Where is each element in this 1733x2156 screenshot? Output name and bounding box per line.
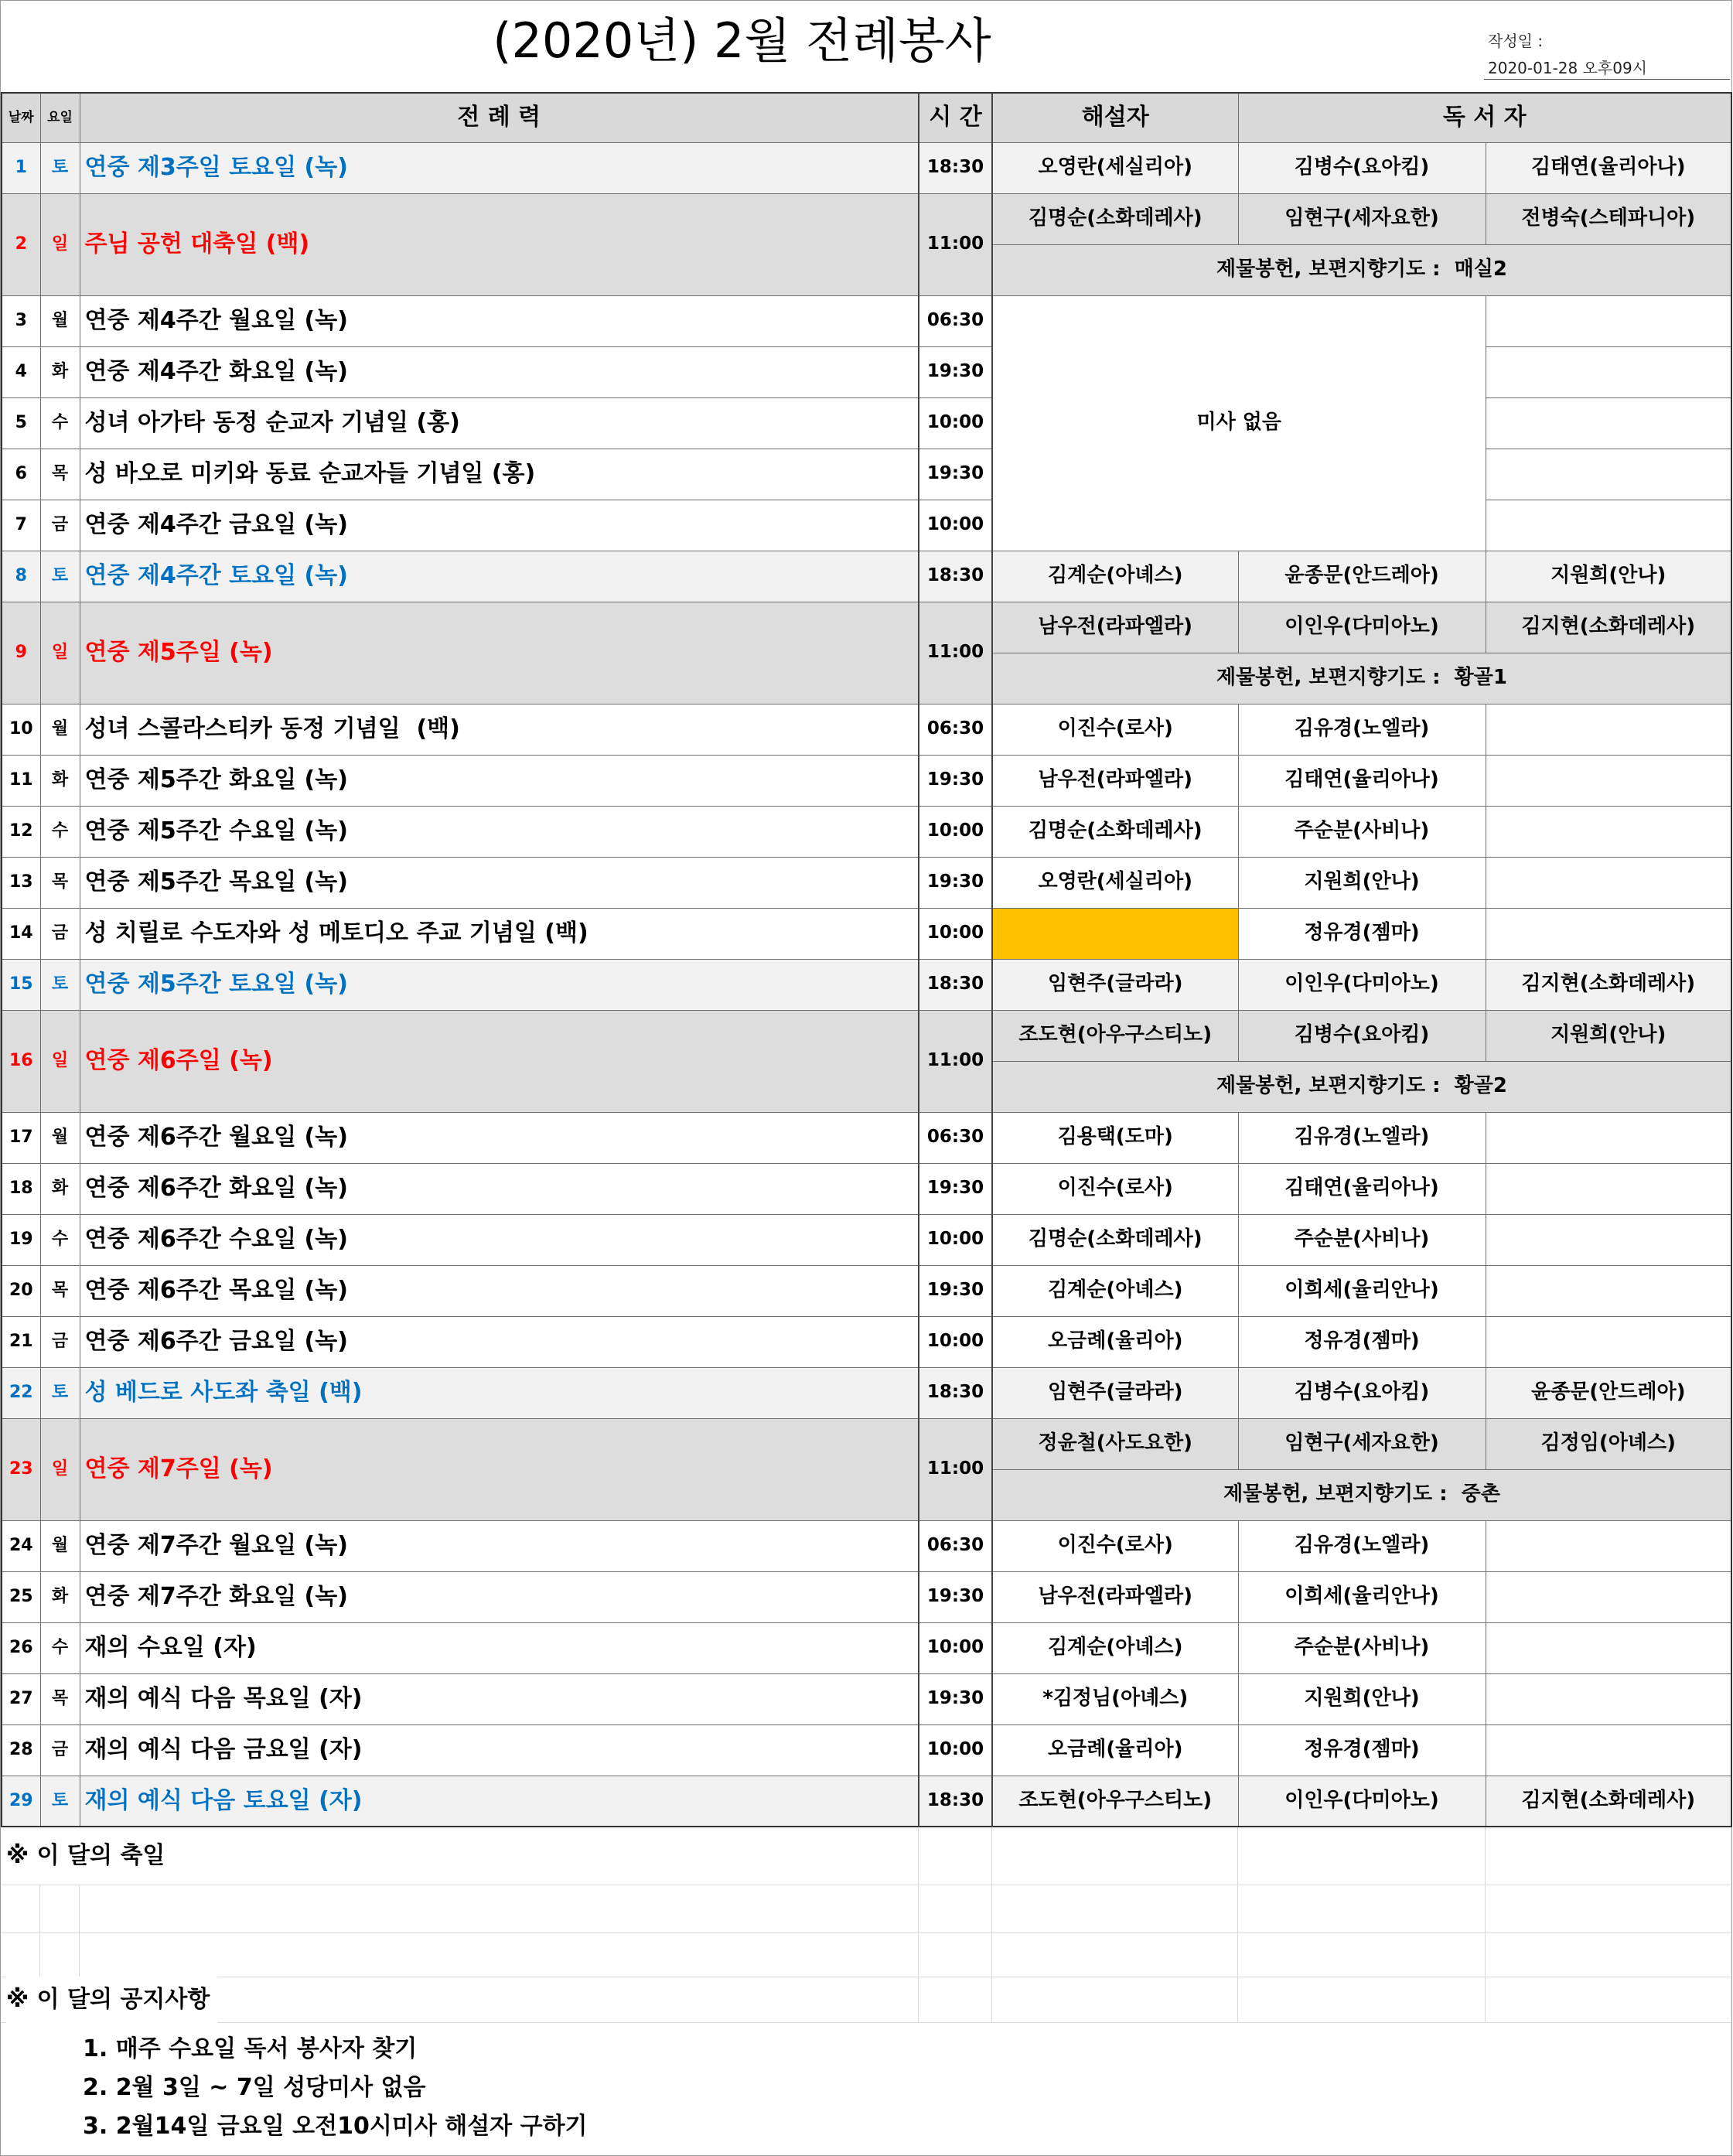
- commentator-cell: 이진수(로사): [992, 1163, 1238, 1214]
- liturgy-cell: 성 베드로 사도좌 축일 (백): [80, 1367, 919, 1418]
- date-cell: 16: [2, 1010, 40, 1112]
- liturgy-cell: 연중 제5주간 목요일 (녹): [80, 857, 919, 908]
- reader-cell: [1486, 397, 1731, 449]
- reader-cell: 김정임(아녜스): [1486, 1418, 1731, 1469]
- header-readers: 독 서 자: [1238, 93, 1731, 142]
- liturgy-cell: 연중 제5주간 화요일 (녹): [80, 755, 919, 806]
- weekday-cell: 월: [40, 1112, 80, 1163]
- header-day: 요일: [40, 93, 80, 142]
- schedule-row: [2, 806, 1731, 857]
- date-cell: 14: [2, 908, 40, 959]
- date-cell: 17: [2, 1112, 40, 1163]
- reader-cell: [1486, 500, 1731, 551]
- weekday-cell: 금: [40, 908, 80, 959]
- weekday-cell: 월: [40, 1520, 80, 1571]
- commentator-cell: 김명순(소화데레사): [992, 806, 1238, 857]
- schedule-row: [2, 704, 1731, 755]
- liturgy-cell: 재의 수요일 (자): [80, 1622, 919, 1673]
- time-cell: 06:30: [919, 704, 992, 755]
- reader-cell: 김유경(노엘라): [1238, 1520, 1486, 1571]
- reader-cell: 김병수(요아킴): [1238, 142, 1486, 193]
- reader-cell: 지원희(안나): [1238, 857, 1486, 908]
- reader-cell: 김유경(노엘라): [1238, 704, 1486, 755]
- schedule-row: [2, 1776, 1731, 1827]
- liturgy-cell: 연중 제6주간 수요일 (녹): [80, 1214, 919, 1265]
- commentator-cell: 오영란(세실리아): [992, 142, 1238, 193]
- date-cell: 7: [2, 500, 40, 551]
- time-cell: 18:30: [919, 959, 992, 1010]
- schedule-row: [2, 1622, 1731, 1673]
- weekday-cell: 금: [40, 1316, 80, 1367]
- time-cell: 18:30: [919, 1776, 992, 1827]
- date-cell: 27: [2, 1673, 40, 1724]
- time-cell: 19:30: [919, 346, 992, 397]
- header-date: 날짜: [2, 93, 40, 142]
- reader-cell: [1486, 1724, 1731, 1776]
- date-cell: 15: [2, 959, 40, 1010]
- notices-heading: ※ 이 달의 공지사항: [6, 1977, 217, 2023]
- date-cell: 21: [2, 1316, 40, 1367]
- date-cell: 10: [2, 704, 40, 755]
- liturgy-cell: 연중 제5주간 수요일 (녹): [80, 806, 919, 857]
- reader-cell: 주순분(사비나): [1238, 806, 1486, 857]
- weekday-cell: 토: [40, 1367, 80, 1418]
- notice-item: 1. 매주 수요일 독서 봉사자 찾기: [83, 2035, 418, 2062]
- date-cell: 3: [2, 295, 40, 346]
- date-cell: 11: [2, 755, 40, 806]
- commentator-cell: 오금례(율리아): [992, 1316, 1238, 1367]
- commentator-cell: 이진수(로사): [992, 1520, 1238, 1571]
- time-cell: 06:30: [919, 1112, 992, 1163]
- schedule-row: [2, 551, 1731, 602]
- schedule-row: [2, 1112, 1731, 1163]
- liturgy-cell: 연중 제3주일 토요일 (녹): [80, 142, 919, 193]
- offertory-cell: 제물봉헌, 보편지향기도 : 매실2: [992, 244, 1731, 295]
- reader-cell: 임현구(세자요한): [1238, 1418, 1486, 1469]
- time-cell: 10:00: [919, 1622, 992, 1673]
- commentator-cell: 정윤철(사도요한): [992, 1418, 1238, 1469]
- time-cell: 19:30: [919, 1571, 992, 1622]
- liturgy-cell: 연중 제6주일 (녹): [80, 1010, 919, 1112]
- date-cell: 26: [2, 1622, 40, 1673]
- schedule-row: [2, 193, 1731, 244]
- reader-cell: [1486, 1316, 1731, 1367]
- schedule-row: [2, 959, 1731, 1010]
- reader-cell: 김태연(율리아나): [1486, 142, 1731, 193]
- date-cell: 28: [2, 1724, 40, 1776]
- reader-cell: [1486, 806, 1731, 857]
- weekday-cell: 토: [40, 959, 80, 1010]
- schedule-row: [2, 755, 1731, 806]
- reader-cell: [1486, 704, 1731, 755]
- weekday-cell: 일: [40, 193, 80, 295]
- date-cell: 4: [2, 346, 40, 397]
- weekday-cell: 목: [40, 1265, 80, 1316]
- liturgy-cell: 연중 제6주간 화요일 (녹): [80, 1163, 919, 1214]
- commentator-cell: 임현주(글라라): [992, 959, 1238, 1010]
- time-cell: 11:00: [919, 1418, 992, 1520]
- weekday-cell: 목: [40, 857, 80, 908]
- reader-cell: 정유경(젬마): [1238, 1316, 1486, 1367]
- schedule-row: [2, 908, 1731, 959]
- commentator-cell: 남우전(라파엘라): [992, 602, 1238, 653]
- reader-cell: 이희세(율리안나): [1238, 1571, 1486, 1622]
- weekday-cell: 수: [40, 1214, 80, 1265]
- time-cell: 11:00: [919, 602, 992, 704]
- date-cell: 20: [2, 1265, 40, 1316]
- reader-cell: 윤종문(안드레아): [1238, 551, 1486, 602]
- reader-cell: 이인우(다미아노): [1238, 602, 1486, 653]
- weekday-cell: 목: [40, 449, 80, 500]
- liturgy-cell: 연중 제7주간 화요일 (녹): [80, 1571, 919, 1622]
- schedule-row: [2, 1163, 1731, 1214]
- time-cell: 10:00: [919, 397, 992, 449]
- weekday-cell: 토: [40, 142, 80, 193]
- liturgy-cell: 연중 제6주간 목요일 (녹): [80, 1265, 919, 1316]
- weekday-cell: 일: [40, 1418, 80, 1520]
- weekday-cell: 월: [40, 704, 80, 755]
- schedule-row: [2, 1724, 1731, 1776]
- date-cell: 1: [2, 142, 40, 193]
- liturgy-cell: 연중 제6주간 월요일 (녹): [80, 1112, 919, 1163]
- time-cell: 10:00: [919, 908, 992, 959]
- weekday-cell: 금: [40, 500, 80, 551]
- schedule-row: [2, 1367, 1731, 1418]
- reader-cell: 김지현(소화데레사): [1486, 1776, 1731, 1827]
- time-cell: 10:00: [919, 500, 992, 551]
- weekday-cell: 화: [40, 1163, 80, 1214]
- reader-cell: 김유경(노엘라): [1238, 1112, 1486, 1163]
- liturgy-cell: 성녀 아가타 동정 순교자 기념일 (홍): [80, 397, 919, 449]
- date-cell: 12: [2, 806, 40, 857]
- reader-cell: 주순분(사비나): [1238, 1622, 1486, 1673]
- weekday-cell: 목: [40, 1673, 80, 1724]
- schedule-row: [2, 1265, 1731, 1316]
- time-cell: 18:30: [919, 1367, 992, 1418]
- commentator-cell: 김계순(아녜스): [992, 1622, 1238, 1673]
- commentator-cell: 김명순(소화데레사): [992, 193, 1238, 244]
- weekday-cell: 월: [40, 295, 80, 346]
- commentator-cell: 김용택(도마): [992, 1112, 1238, 1163]
- time-cell: 19:30: [919, 1265, 992, 1316]
- reader-cell: 이인우(다미아노): [1238, 959, 1486, 1010]
- reader-cell: 김병수(요아킴): [1238, 1010, 1486, 1061]
- commentator-cell: 남우전(라파엘라): [992, 755, 1238, 806]
- schedule-body: [2, 142, 1731, 1827]
- time-cell: 10:00: [919, 806, 992, 857]
- liturgy-cell: 연중 제4주간 금요일 (녹): [80, 500, 919, 551]
- date-cell: 29: [2, 1776, 40, 1827]
- reader-cell: [1486, 908, 1731, 959]
- reader-cell: 이인우(다미아노): [1238, 1776, 1486, 1827]
- reader-cell: 주순분(사비나): [1238, 1214, 1486, 1265]
- reader-cell: [1486, 857, 1731, 908]
- weekday-cell: 토: [40, 1776, 80, 1827]
- weekday-cell: 화: [40, 755, 80, 806]
- commentator-cell: 김명순(소화데레사): [992, 1214, 1238, 1265]
- schedule-row: [2, 1418, 1731, 1469]
- time-cell: 10:00: [919, 1214, 992, 1265]
- created-date-label: 작성일 :: [1488, 32, 1544, 50]
- date-cell: 23: [2, 1418, 40, 1520]
- commentator-cell: 오금례(율리아): [992, 1724, 1238, 1776]
- reader-cell: 김지현(소화데레사): [1486, 959, 1731, 1010]
- liturgy-cell: 연중 제7주일 (녹): [80, 1418, 919, 1520]
- reader-cell: [1486, 1622, 1731, 1673]
- weekday-cell: 토: [40, 551, 80, 602]
- commentator-cell: 남우전(라파엘라): [992, 1571, 1238, 1622]
- reader-cell: [1486, 1673, 1731, 1724]
- date-cell: 18: [2, 1163, 40, 1214]
- schedule-row: [2, 142, 1731, 193]
- reader-cell: 이희세(율리안나): [1238, 1265, 1486, 1316]
- reader-cell: [1486, 346, 1731, 397]
- liturgy-cell: 연중 제4주간 토요일 (녹): [80, 551, 919, 602]
- reader-cell: 김지현(소화데레사): [1486, 602, 1731, 653]
- reader-cell: 정유경(젬마): [1238, 908, 1486, 959]
- page-title: (2020년) 2월 전례봉사: [493, 12, 991, 69]
- liturgy-cell: 성녀 스콜라스티카 동정 기념일 (백): [80, 704, 919, 755]
- weekday-cell: 화: [40, 346, 80, 397]
- date-cell: 6: [2, 449, 40, 500]
- created-date-value: 2020-01-28 오후09시: [1484, 56, 1730, 80]
- time-cell: 11:00: [919, 1010, 992, 1112]
- liturgy-cell: 연중 제6주간 금요일 (녹): [80, 1316, 919, 1367]
- date-cell: 19: [2, 1214, 40, 1265]
- weekday-cell: 수: [40, 1622, 80, 1673]
- time-cell: 19:30: [919, 1673, 992, 1724]
- time-cell: 19:30: [919, 1163, 992, 1214]
- reader-cell: 정유경(젬마): [1238, 1724, 1486, 1776]
- liturgy-cell: 재의 예식 다음 목요일 (자): [80, 1673, 919, 1724]
- commentator-cell: 오영란(세실리아): [992, 857, 1238, 908]
- liturgy-cell: 연중 제4주간 화요일 (녹): [80, 346, 919, 397]
- date-cell: 22: [2, 1367, 40, 1418]
- reader-cell: [1486, 1214, 1731, 1265]
- schedule-row: [2, 857, 1731, 908]
- reader-cell: [1486, 1112, 1731, 1163]
- date-cell: 8: [2, 551, 40, 602]
- liturgy-cell: 연중 제5주일 (녹): [80, 602, 919, 704]
- reader-cell: [1486, 295, 1731, 346]
- schedule-row: [2, 602, 1731, 653]
- time-cell: 11:00: [919, 193, 992, 295]
- schedule-row: [2, 1520, 1731, 1571]
- header-liturgy: 전 례 력: [80, 93, 919, 142]
- liturgy-cell: 연중 제7주간 월요일 (녹): [80, 1520, 919, 1571]
- reader-cell: [1486, 449, 1731, 500]
- no-mass-cell: 미사 없음: [992, 295, 1486, 551]
- time-cell: 19:30: [919, 857, 992, 908]
- commentator-cell: 김계순(아녜스): [992, 551, 1238, 602]
- reader-cell: 윤종문(안드레아): [1486, 1367, 1731, 1418]
- header-commentator: 해설자: [992, 93, 1238, 142]
- commentator-cell: 이진수(로사): [992, 704, 1238, 755]
- reader-cell: [1486, 1163, 1731, 1214]
- feasts-heading: ※ 이 달의 축일: [6, 1833, 172, 1879]
- date-cell: 2: [2, 193, 40, 295]
- header-time: 시 간: [919, 93, 992, 142]
- time-cell: 10:00: [919, 1316, 992, 1367]
- time-cell: 19:30: [919, 755, 992, 806]
- date-cell: 13: [2, 857, 40, 908]
- date-cell: 5: [2, 397, 40, 449]
- reader-cell: 지원희(안나): [1486, 551, 1731, 602]
- weekday-cell: 수: [40, 806, 80, 857]
- reader-cell: 김태연(율리아나): [1238, 755, 1486, 806]
- schedule-table: [1, 92, 1732, 1827]
- weekday-cell: 금: [40, 1724, 80, 1776]
- commentator-cell: [992, 908, 1238, 959]
- date-cell: 9: [2, 602, 40, 704]
- time-cell: 06:30: [919, 1520, 992, 1571]
- time-cell: 18:30: [919, 142, 992, 193]
- schedule-row: [2, 1673, 1731, 1724]
- liturgy-cell: 재의 예식 다음 토요일 (자): [80, 1776, 919, 1827]
- reader-cell: 김태연(율리아나): [1238, 1163, 1486, 1214]
- liturgy-cell: 연중 제5주간 토요일 (녹): [80, 959, 919, 1010]
- time-cell: 18:30: [919, 551, 992, 602]
- date-cell: 25: [2, 1571, 40, 1622]
- liturgy-cell: 성 치릴로 수도자와 성 메토디오 주교 기념일 (백): [80, 908, 919, 959]
- schedule-row: [2, 1010, 1731, 1061]
- commentator-cell: 김계순(아녜스): [992, 1265, 1238, 1316]
- schedule-row: [2, 295, 1731, 346]
- date-cell: 24: [2, 1520, 40, 1571]
- commentator-cell: 조도현(아우구스티노): [992, 1010, 1238, 1061]
- reader-cell: [1486, 1265, 1731, 1316]
- reader-cell: [1486, 1520, 1731, 1571]
- weekday-cell: 화: [40, 1571, 80, 1622]
- reader-cell: [1486, 755, 1731, 806]
- reader-cell: 임현구(세자요한): [1238, 193, 1486, 244]
- weekday-cell: 일: [40, 602, 80, 704]
- schedule-row: [2, 1316, 1731, 1367]
- offertory-cell: 제물봉헌, 보편지향기도 : 황골1: [992, 653, 1731, 704]
- reader-cell: 김병수(요아킴): [1238, 1367, 1486, 1418]
- reader-cell: 전병숙(스테파니아): [1486, 193, 1731, 244]
- time-cell: 19:30: [919, 449, 992, 500]
- reader-cell: 지원희(안나): [1486, 1010, 1731, 1061]
- offertory-cell: 제물봉헌, 보편지향기도 : 황골2: [992, 1061, 1731, 1112]
- offertory-cell: 제물봉헌, 보편지향기도 : 중촌: [992, 1469, 1731, 1520]
- weekday-cell: 일: [40, 1010, 80, 1112]
- liturgy-cell: 재의 예식 다음 금요일 (자): [80, 1724, 919, 1776]
- liturgy-cell: 주님 공헌 대축일 (백): [80, 193, 919, 295]
- reader-cell: [1486, 1571, 1731, 1622]
- notice-item: 3. 2월14일 금요일 오전10시미사 해설자 구하기: [83, 2113, 588, 2140]
- notice-item: 2. 2월 3일 ~ 7일 성당미사 없음: [83, 2074, 426, 2101]
- time-cell: 10:00: [919, 1724, 992, 1776]
- reader-cell: 지원희(안나): [1238, 1673, 1486, 1724]
- liturgy-cell: 연중 제4주간 월요일 (녹): [80, 295, 919, 346]
- header-row: [2, 93, 1731, 142]
- commentator-cell: *김정님(아녜스): [992, 1673, 1238, 1724]
- schedule-row: [2, 1571, 1731, 1622]
- liturgy-cell: 성 바오로 미키와 동료 순교자들 기념일 (홍): [80, 449, 919, 500]
- commentator-cell: 조도현(아우구스티노): [992, 1776, 1238, 1827]
- weekday-cell: 수: [40, 397, 80, 449]
- commentator-cell: 임현주(글라라): [992, 1367, 1238, 1418]
- time-cell: 06:30: [919, 295, 992, 346]
- schedule-row: [2, 1214, 1731, 1265]
